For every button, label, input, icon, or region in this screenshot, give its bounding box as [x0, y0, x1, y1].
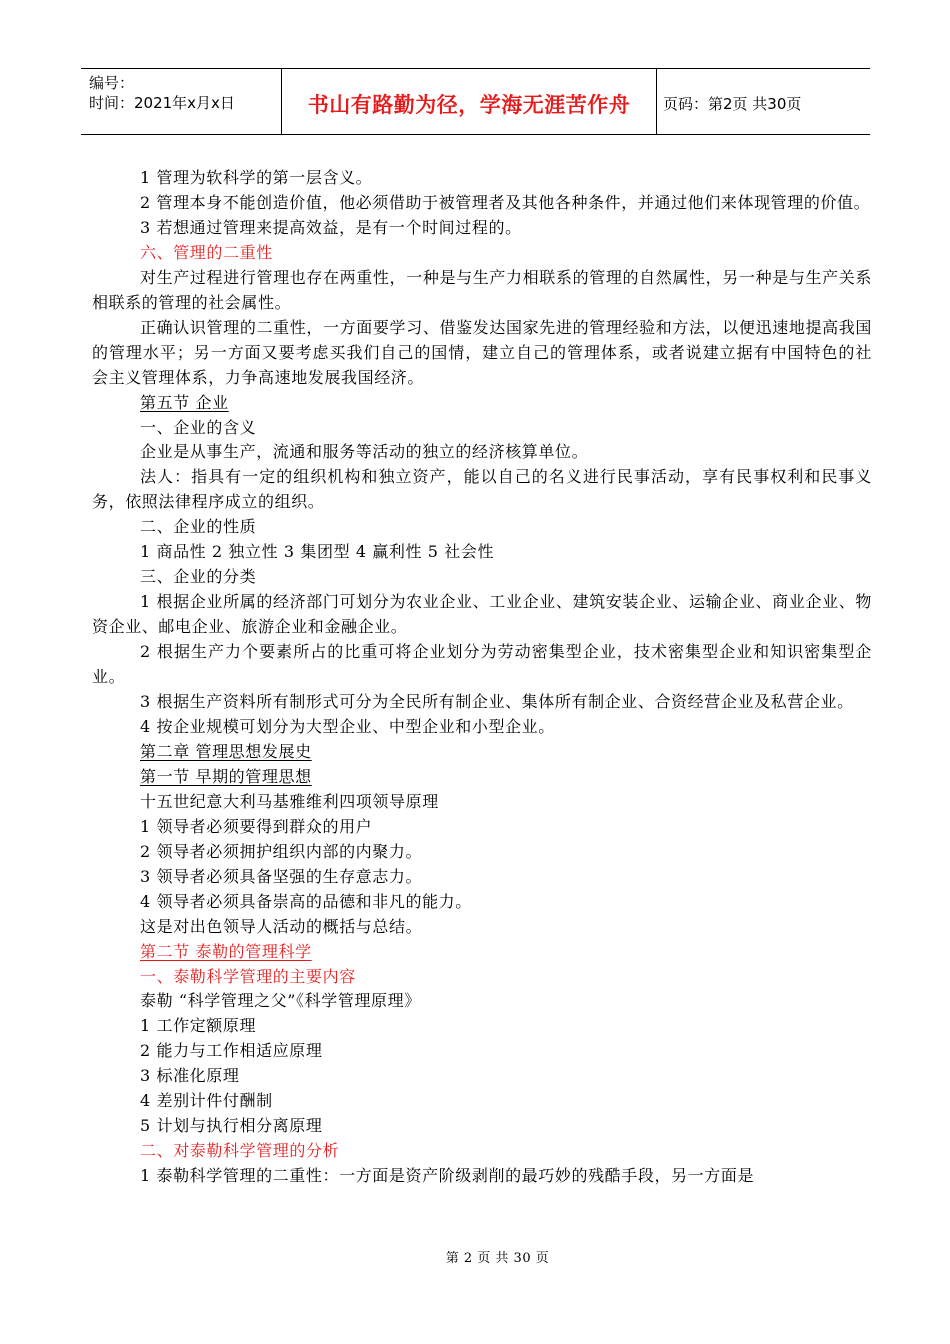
page-footer: 第 2 页 共 30 页: [445, 1251, 550, 1266]
paragraph: 3 根据生产资料所有制形式可分为全民所有制企业、集体所有制企业、合资经营企业及私营企业。: [140, 692, 854, 712]
header-page-info: 页码：第2页 共30页: [663, 95, 802, 113]
section-title: [92, 940, 872, 965]
document-header: [81, 68, 870, 135]
paragraph: 对生产过程进行管理也存在两重性，一种是与生产力相联系的管理的自然属性，另一种是与生产关系相联系的管理的社会属性。: [92, 267, 872, 312]
chapter-title: [92, 740, 872, 765]
list-item: 2 领导者必须拥护组织内部的内聚力。: [140, 841, 423, 861]
section-heading: 六、管理的二重性: [140, 242, 273, 262]
list-item: 1 工作定额原理: [140, 1016, 257, 1036]
subheading: 二、企业的性质: [140, 517, 257, 537]
list-item: 3 领导者必须具备坚强的生存意志力。: [140, 866, 423, 886]
paragraph: 十五世纪意大利马基雅维利四项领导原理: [140, 791, 439, 811]
paragraph: 2 管理本身不能创造价值，他必须借助于被管理者及其他各种条件，并通过他们来体现管理的价值。: [140, 192, 871, 212]
section-title: [92, 391, 872, 416]
paragraph: 1 根据企业所属的经济部门可划分为农业企业、工业企业、建筑安装企业、运输企业、商业企业、物资企业、邮电企业、旅游企业和金融企业。: [92, 592, 872, 637]
header-meta: [81, 69, 282, 134]
chapter-title-text: 第二章 管理思想发展史: [140, 741, 312, 761]
list-item: 3 标准化原理: [140, 1066, 240, 1086]
list-item: 4 领导者必须具备崇高的品德和非凡的能力。: [140, 891, 472, 911]
list-item: 1 领导者必须要得到群众的用户: [140, 816, 373, 836]
paragraph: 3 若想通过管理来提高效益，是有一个时间过程的。: [140, 217, 522, 237]
document-number: 编号：: [89, 74, 135, 92]
document-date: 时间：2021年x月x日: [89, 94, 235, 112]
section-heading: 一、泰勒科学管理的主要内容: [140, 966, 356, 986]
paragraph: 1 商品性 2 独立性 3 集团型 4 赢利性 5 社会性: [140, 542, 495, 562]
paragraph: 2 根据生产力个要素所占的比重可将企业划分为劳动密集型企业，技术密集型企业和知识密集型企业。: [92, 642, 872, 687]
header-motto: 书山有路勤为径，学海无涯苦作舟: [282, 69, 657, 134]
list-item: 5 计划与执行相分离原理: [140, 1116, 323, 1136]
paragraph: 1 泰勒科学管理的二重性：一方面是资产阶级剥削的最巧妙的残酷手段，另一方面是: [140, 1166, 755, 1186]
paragraph: 法人：指具有一定的组织机构和独立资产，能以自己的名义进行民事活动，享有民事权利和民事义务，依照法律程序成立的组织。: [92, 467, 872, 512]
paragraph: 4 按企业规模可划分为大型企业、中型企业和小型企业。: [140, 716, 555, 736]
list-item: 2 能力与工作相适应原理: [140, 1041, 323, 1061]
section-heading: 二、对泰勒科学管理的分析: [140, 1141, 340, 1161]
subheading: 三、企业的分类: [140, 567, 257, 587]
section-title-text: 第五节 企业: [140, 392, 229, 412]
paragraph: 正确认识管理的二重性，一方面要学习、借鉴发达国家先进的管理经验和方法，以便迅速地提高我国的管理水平；另一方面又要考虑买我们自己的国情，建立自己的管理体系，或者说建立据有中国特色的社会主义管理体系，力争高速地发展我国经济。: [92, 317, 872, 387]
list-item: 4 差别计件付酬制: [140, 1091, 273, 1111]
document-body: [92, 166, 872, 1189]
section-title: [92, 765, 872, 790]
subheading: 一、企业的含义: [140, 417, 257, 437]
paragraph: 1 管理为软科学的第一层含义。: [140, 168, 373, 187]
paragraph: 泰勒 “科学管理之父”《科学管理原理》: [140, 991, 421, 1011]
paragraph: 企业是从事生产，流通和服务等活动的独立的经济核算单位。: [140, 442, 589, 462]
paragraph: 这是对出色领导人活动的概括与总结。: [140, 916, 423, 936]
section-title-text: 第二节 泰勒的管理科学: [140, 941, 312, 961]
section-title-text: 第一节 早期的管理思想: [140, 766, 312, 786]
